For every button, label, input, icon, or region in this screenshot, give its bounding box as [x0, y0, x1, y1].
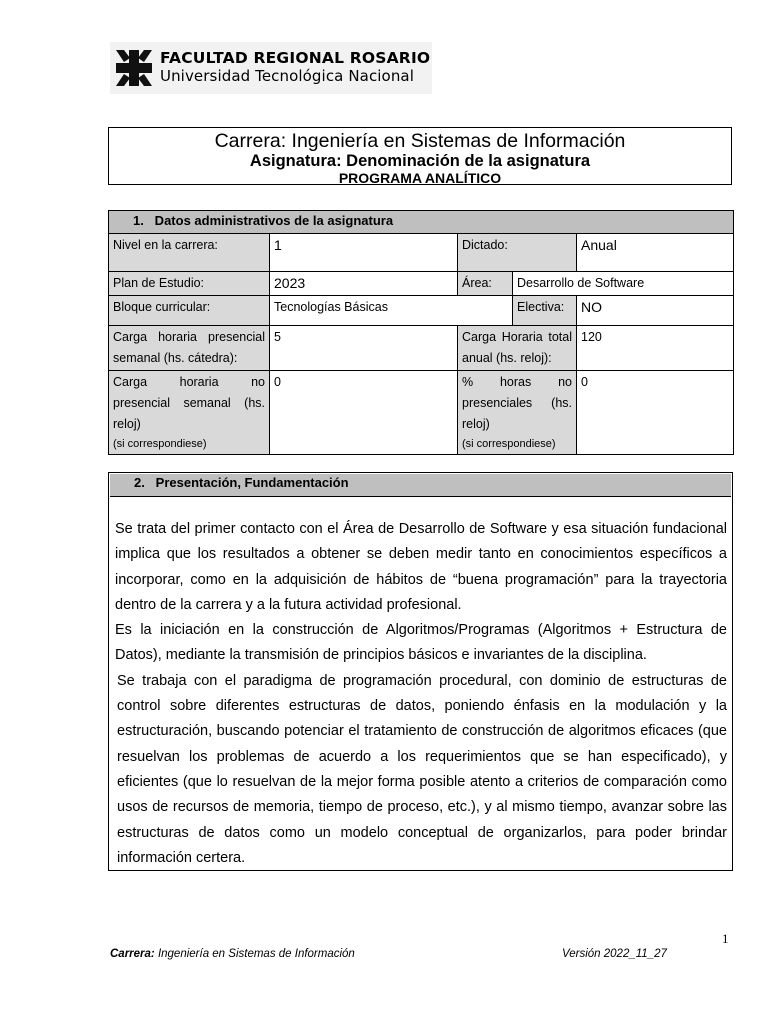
carga-total-label-line1: Carga Horaria total	[462, 330, 572, 344]
porcentaje-label-line3: reloj)	[462, 417, 490, 431]
footer-career-value: Ingeniería en Sistemas de Información	[154, 948, 355, 960]
admin-data-table	[108, 210, 734, 455]
porcentaje-no-presencial-value: 0	[577, 371, 734, 455]
electiva-value: NO	[577, 296, 734, 326]
porcentaje-note: (si correspondiese)	[462, 438, 556, 450]
area-value: Desarrollo de Software	[513, 272, 734, 296]
carga-no-presencial-note: (si correspondiese)	[113, 438, 207, 450]
carga-no-presencial-label-line1: Carga horaria no	[113, 375, 265, 389]
porcentaje-label-line1: % horas no	[462, 375, 572, 389]
presentation-section	[108, 472, 733, 871]
area-label: Área:	[458, 272, 513, 296]
presentation-paragraph-3: Se trabaja con el paradigma de programación procedural, con dominio de estructuras de control sobre diferentes estructuras de datos, poniendo énfasis en la modulación y la estructuración, buscando potenciar el tratamiento de construcción de algoritmos eficaces (que resuelvan los problemas de acuerdo a los requerimientos que se han especificado), y eficientes (que lo resuelvan de la mejor forma posible atento a criterios de comparación como usos de recursos de memoria, tiempo de proceso, etc.), y al mismo tiempo, avanzar sobre las estructuras de datos como un modelo conceptual de organizarlos, para poder brindar información certera.	[117, 672, 727, 866]
carga-presencial-label	[109, 326, 270, 371]
footer-career	[110, 948, 355, 960]
carga-no-presencial-label	[109, 371, 270, 455]
nivel-label: Nivel en la carrera:	[109, 234, 270, 272]
plan-value: 2023	[270, 272, 458, 296]
carga-presencial-label-line1: Carga horaria presencial	[113, 330, 265, 344]
carga-total-value: 120	[577, 326, 734, 371]
logo-faculty-name: FACULTAD REGIONAL ROSARIO	[160, 49, 431, 68]
logo-university-name: Universidad Tecnológica Nacional	[160, 67, 414, 86]
presentation-paragraph-1: Se trata del primer contacto con el Área de Desarrollo de Software y esa situación fundacional implica que los resultados a obtener se deben medir tanto en conocimientos específicos a incorporar, como en la adquisición de hábitos de “buena programación” para la trayectoria dentro de la carrera y a la futura actividad profesional.	[115, 521, 727, 613]
porcentaje-label-line2: presenciales (hs.	[462, 396, 572, 410]
carga-presencial-label-line2: semanal (hs. cátedra):	[113, 351, 238, 365]
admin-section-header: 1. Datos administrativos de la asignatura	[109, 211, 734, 234]
presentation-body	[109, 497, 732, 871]
presentation-paragraph-2: Es la iniciación en la construcción de Algoritmos/Programas (Algoritmos + Estructura de Datos), mediante la transmisión de principios básicos e invariantes de la disciplina.	[115, 622, 727, 664]
career-title: Carrera: Ingeniería en Sistemas de Información	[214, 130, 626, 152]
program-title: PROGRAMA ANALÍTICO	[338, 170, 502, 186]
footer-career-label: Carrera:	[110, 948, 155, 960]
dictado-label: Dictado:	[458, 234, 577, 272]
carga-no-presencial-label-line2: presencial semanal (hs.	[113, 396, 265, 410]
nivel-value: 1	[270, 234, 458, 272]
carga-total-label-line2: anual (hs. reloj):	[462, 351, 552, 365]
porcentaje-no-presencial-label	[458, 371, 577, 455]
plan-label: Plan de Estudio:	[109, 272, 270, 296]
footer-version: Versión 2022_11_27	[562, 948, 667, 960]
presentation-section-header: 2. Presentación, Fundamentación	[110, 474, 731, 497]
dictado-value: Anual	[577, 234, 734, 272]
carga-no-presencial-label-line3: reloj)	[113, 417, 141, 431]
carga-total-label	[458, 326, 577, 371]
electiva-label: Electiva:	[513, 296, 577, 326]
bloque-value: Tecnologías Básicas	[270, 296, 513, 326]
bloque-label: Bloque curricular:	[109, 296, 270, 326]
carga-presencial-value: 5	[270, 326, 458, 371]
page-number: 1	[722, 931, 729, 946]
faculty-logo	[110, 42, 432, 94]
subject-title: Asignatura: Denominación de la asignatura	[249, 152, 591, 170]
utn-logo-icon	[114, 48, 154, 88]
carga-no-presencial-value: 0	[270, 371, 458, 455]
document-title-box	[108, 127, 732, 185]
